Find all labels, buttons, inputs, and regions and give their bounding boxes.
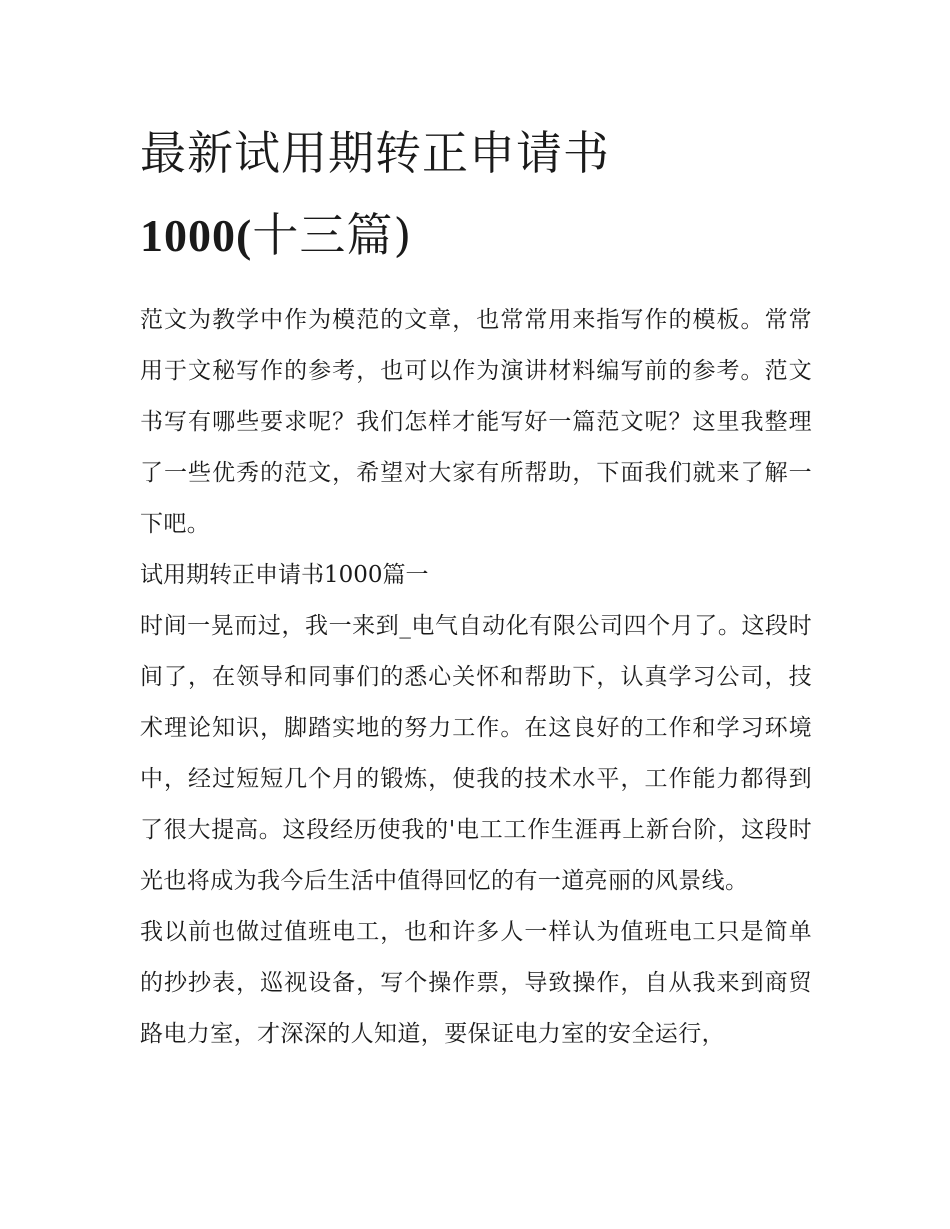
document-body xyxy=(140,295,812,1060)
section-heading: 试用期转正申请书1000篇一 xyxy=(140,562,429,588)
title-number: 1000( xyxy=(140,210,253,261)
document-page xyxy=(140,112,812,1060)
title-line-1: 最新试用期转正申请书 xyxy=(140,126,610,180)
intro-paragraph: 范文为教学中作为模范的文章，也常常用来指写作的模板。常常用于文秘写作的参考，也可以作为演讲材料编写前的参考。范文书写有哪些要求呢？我们怎样才能写好一篇范文呢？这里我整理了一些优秀的范文，希望对大家有所帮助，下面我们就来了解一下吧。 xyxy=(140,307,812,537)
document-title xyxy=(140,112,812,277)
body-paragraph: 我以前也做过值班电工，也和许多人一样认为值班电工只是简单的抄抄表，巡视设备，写个操作票，导致操作，自从我来到商贸路电力室，才深深的人知道，要保证电力室的安全运行， xyxy=(140,919,812,1047)
body-paragraph: 时间一晃而过，我一来到_电气自动化有限公司四个月了。这段时间了，在领导和同事们的悉心关怀和帮助下，认真学习公司，技术理论知识，脚踏实地的努力工作。在这良好的工作和学习环境中，经过短短几个月的锻炼，使我的技术水平，工作能力都得到了很大提高。这段经历使我的'电工工作生涯再上新台阶，这段时光也将成为我今后生活中值得回忆的有一道亮丽的风景线。 xyxy=(140,613,812,894)
title-count: 十三篇) xyxy=(252,208,413,262)
